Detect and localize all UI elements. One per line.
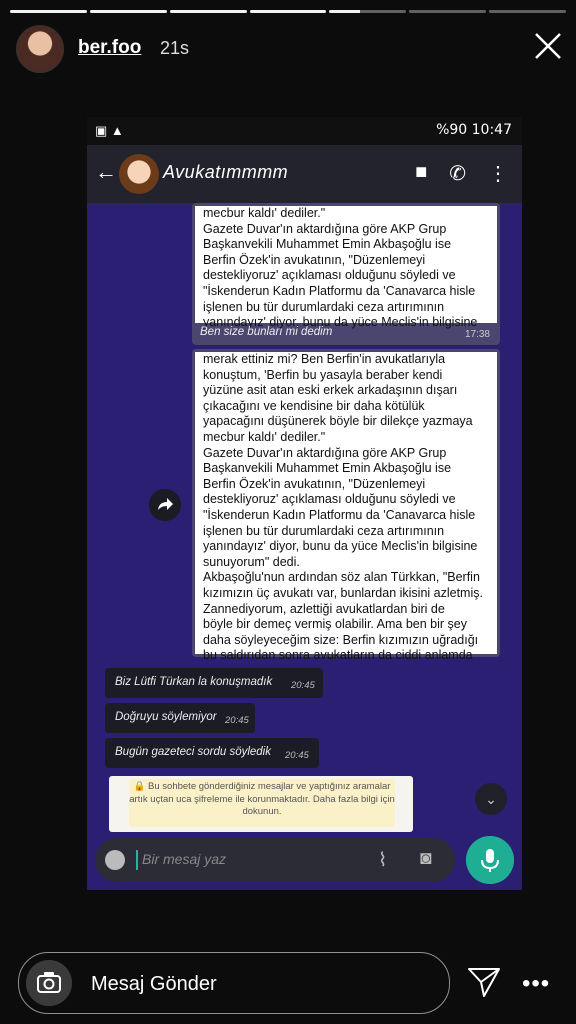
encryption-notice <box>109 776 413 832</box>
camera-icon[interactable] <box>26 960 72 1006</box>
progress-segment <box>489 10 566 13</box>
post-time: 21s <box>160 38 190 58</box>
message-text: mecbur kaldı' dediler." Gazete Duvar'ın aktardığına göre AKP Grup Başkanvekili Muhammet Emin Akbaşoğlu ise Berfin Özek'in avukatının, "Düzenlemeyi destekliyoruz' açıklaması olduğunu söyledi ve "İskenderun Kadın Platformu da 'Canavarca hisle işlenen bu tür durumlardaki ceza artırımının yanındayız' diyor, bunu da yüce Meclis'in bilgisine <box>195 206 497 323</box>
progress-segment <box>170 10 247 13</box>
message-caption: Ben size bunları mi dedim <box>200 326 333 338</box>
image-message <box>192 203 500 345</box>
forward-icon <box>149 489 181 521</box>
more-options-icon[interactable]: ••• <box>522 970 551 997</box>
chat-name: Avukatımmmm <box>163 162 289 182</box>
image-message <box>192 349 500 663</box>
contact-avatar <box>119 154 159 194</box>
progress-segment <box>409 10 486 13</box>
message-input-placeholder: Bir mesaj yaz <box>142 851 227 867</box>
send-message-label: Mesaj Gönder <box>91 973 217 995</box>
send-message-field[interactable] <box>18 952 450 1014</box>
mic-icon <box>466 836 514 884</box>
close-icon[interactable] <box>532 30 564 62</box>
status-bar <box>87 117 522 145</box>
camera-icon: ◙ <box>420 848 432 869</box>
received-message: Biz Lütfi Türkan la konuşmadık 20:45 <box>105 668 323 698</box>
message-time: 17:38 <box>464 329 490 340</box>
video-call-icon: ■ <box>415 161 428 183</box>
progress-segment <box>90 10 167 13</box>
encryption-notice-text: 🔒 Bu sohbete gönderdiğiniz mesajlar ve yaptığınız aramalar artık uçtan uca şifreleme ile korunmaktadır. Daha fazla bilgi için dokunun. <box>129 779 395 827</box>
menu-dots-icon: ⋮ <box>488 163 508 185</box>
received-message: Doğruyu söylemiyor 20:45 <box>105 703 255 733</box>
phone-icon: ✆ <box>449 163 466 185</box>
attach-icon: ⌇ <box>378 850 388 871</box>
message-text: merak ettiniz mi? Ben Berfin'in avukatlarıyla konuştum, 'Berfin bu yasayla beraber kendi yüzüne asit atan eski erkek arkadaşının dışarı çıkacağını ve kendisine bir daha kötülük yapacağını düşünerek böyle bir dilekçe yazmaya mecbur kaldı' dediler." Gazete Duvar'ın aktardığına göre AKP Grup Başkanvekili Muhammet Emin Akbaşoğlu ise Berfin Özek'in avukatının, "Düzenlemeyi destekliyoruz' açıklaması olduğunu söyledi ve "İskenderun Kadın Platformu da 'Canavarca hisle işlenen bu tür durumlardaki ceza artırımının yanındayız' diyor, bunu da yüce Meclis'in bilgisine sunuyorum" dedi. Akbaşoğlu'nun ardından söz alan Türkkan, "Berfin kızımızın üç avukatı var, bunlardan ikisini azletmiş. Zannediyorum, azlettiği avukatlardan biri de böyle bir demeç vermiş olabilir. Ama ben bir şey daha söyleyeceğim size: Berfin kızımızın uğradığı bu saldırıdan sonra avukatların da ciddi anlamda <box>195 352 497 654</box>
status-right: %90 10:47 <box>436 122 512 138</box>
story-progress <box>10 10 566 13</box>
message-input-bar <box>95 838 455 882</box>
text-cursor <box>136 850 138 870</box>
scroll-down-icon: ⌄ <box>475 783 507 815</box>
back-arrow-icon: ← <box>95 159 117 184</box>
received-message: Bugün gazeteci sordu söyledik 20:45 <box>105 738 319 768</box>
progress-segment <box>10 10 87 13</box>
username[interactable]: ber.foo <box>78 37 142 58</box>
avatar[interactable] <box>16 25 64 73</box>
progress-segment-current <box>329 10 406 13</box>
chat-header <box>87 145 522 203</box>
shared-screenshot <box>87 117 522 890</box>
notification-icons: ▣ ▲ <box>95 123 124 138</box>
emoji-icon <box>105 850 125 870</box>
send-icon[interactable] <box>466 964 502 1000</box>
progress-segment <box>250 10 327 13</box>
